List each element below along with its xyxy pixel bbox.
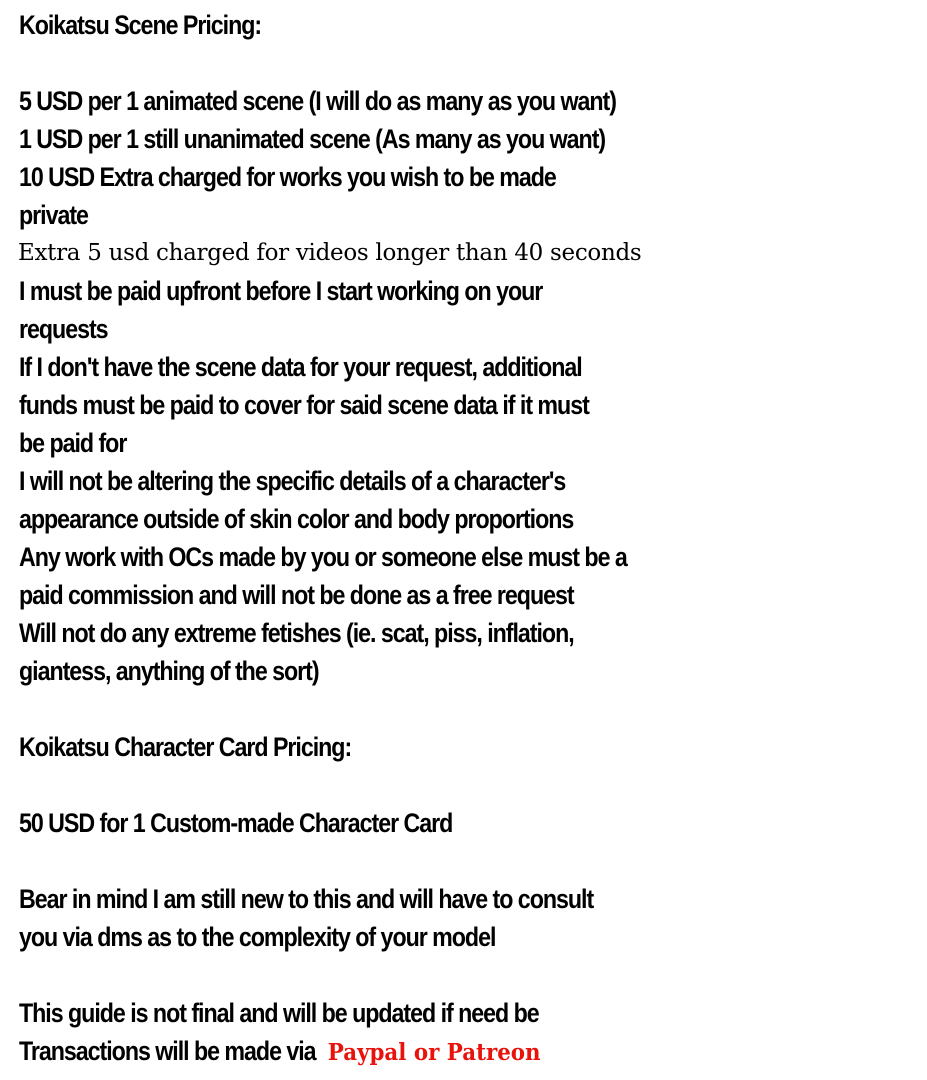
rule-line: funds must be paid to cover for said scene data if it must	[19, 390, 589, 420]
spacer	[19, 766, 909, 804]
spacer	[19, 44, 909, 82]
extra-video-note: Extra 5 usd charged for videos longer than 40 seconds	[18, 240, 642, 266]
private-work-price-cont: private	[19, 200, 88, 230]
spacer	[19, 842, 909, 880]
private-work-price: 10 USD Extra charged for works you wish to be made	[19, 162, 556, 192]
card-pricing-heading: Koikatsu Character Card Pricing:	[19, 732, 352, 762]
consult-note: Bear in mind I am still new to this and will have to consult	[19, 884, 594, 914]
rule-line: I must be paid upfront before I start working on your	[19, 276, 543, 306]
payment-methods: Paypal or Patreon	[327, 1039, 541, 1066]
spacer	[19, 690, 909, 728]
rule-line: requests	[19, 314, 108, 344]
scene-pricing-heading: Koikatsu Scene Pricing:	[19, 10, 262, 40]
rule-line: giantess, anything of the sort)	[19, 656, 319, 686]
consult-note: you via dms as to the complexity of your model	[19, 922, 496, 952]
rule-line: appearance outside of skin color and body proportions	[19, 504, 574, 534]
animated-scene-price: 5 USD per 1 animated scene (I will do as many as you want)	[19, 86, 616, 116]
rule-line: paid commission and will not be done as a free request	[19, 580, 574, 610]
rule-line: If I don't have the scene data for your request, additional	[19, 352, 582, 382]
rule-line: I will not be altering the specific details of a character's	[19, 466, 566, 496]
rule-line: Any work with OCs made by you or someone else must be a	[19, 542, 627, 572]
transactions-line	[19, 1032, 784, 1070]
rule-line: be paid for	[19, 428, 127, 458]
rule-line: Will not do any extreme fetishes (ie. scat, piss, inflation,	[19, 618, 574, 648]
pricing-document	[19, 6, 909, 1070]
guide-note: This guide is not final and will be updated if need be	[19, 998, 539, 1028]
transactions-prefix: Transactions will be made via	[19, 1036, 316, 1066]
card-price: 50 USD for 1 Custom-made Character Card	[19, 808, 453, 838]
still-scene-price: 1 USD per 1 still unanimated scene (As many as you want)	[19, 124, 606, 154]
spacer	[19, 956, 909, 994]
